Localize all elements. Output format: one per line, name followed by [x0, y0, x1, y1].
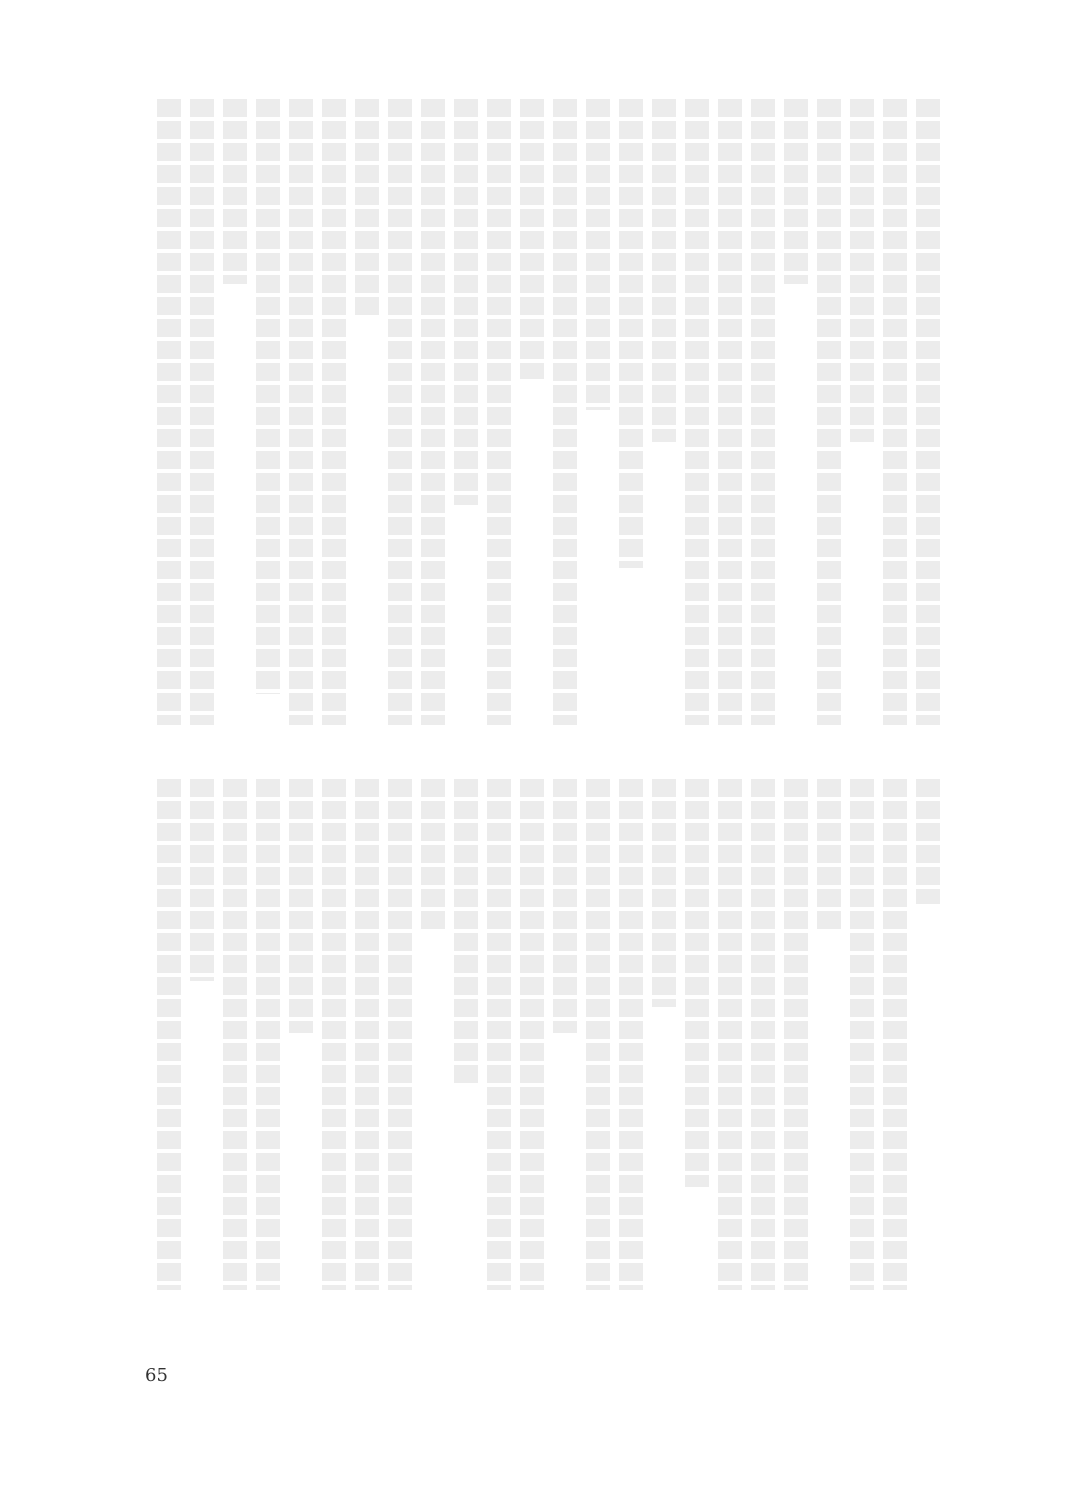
page-number: 65 [145, 1365, 168, 1386]
text-column-placeholder [487, 775, 511, 1290]
text-column-placeholder [421, 95, 445, 725]
text-column-placeholder [355, 775, 379, 1290]
text-column-placeholder [751, 775, 775, 1290]
text-column-placeholder [223, 95, 247, 284]
text-column-placeholder [388, 775, 412, 1290]
text-column-placeholder [718, 775, 742, 1290]
text-column-placeholder [322, 775, 346, 1290]
text-column-placeholder [685, 775, 709, 1187]
text-column-placeholder [553, 775, 577, 1033]
text-column-placeholder [487, 95, 511, 725]
text-column-placeholder [718, 95, 742, 725]
text-column-placeholder [586, 775, 610, 1290]
text-column-placeholder [157, 95, 181, 725]
text-column-placeholder [223, 775, 247, 1290]
text-column-placeholder [421, 775, 445, 930]
text-column-placeholder [619, 95, 643, 568]
text-column-placeholder [784, 775, 808, 1290]
text-column-placeholder [817, 95, 841, 725]
text-column-placeholder [520, 95, 544, 379]
text-column-placeholder [355, 95, 379, 316]
text-column-placeholder [916, 775, 940, 904]
text-column-placeholder [916, 95, 940, 725]
text-column-placeholder [850, 775, 874, 1290]
text-column-placeholder [619, 775, 643, 1290]
text-column-placeholder [388, 95, 412, 725]
text-column-placeholder [586, 95, 610, 410]
text-column-placeholder [751, 95, 775, 725]
text-column-placeholder [190, 775, 214, 981]
bottom-text-block-redacted [140, 775, 940, 1295]
text-column-placeholder [289, 775, 313, 1033]
text-column-placeholder [157, 775, 181, 1290]
text-column-placeholder [652, 95, 676, 442]
text-column-placeholder [289, 95, 313, 725]
text-column-placeholder [784, 95, 808, 284]
text-column-placeholder [817, 775, 841, 930]
text-column-placeholder [454, 775, 478, 1084]
text-column-placeholder [454, 95, 478, 505]
top-text-block-redacted [140, 95, 940, 735]
text-column-placeholder [256, 95, 280, 694]
text-column-placeholder [520, 775, 544, 1290]
text-column-placeholder [190, 95, 214, 725]
text-column-placeholder [256, 775, 280, 1290]
text-column-placeholder [685, 95, 709, 725]
text-column-placeholder [850, 95, 874, 442]
text-column-placeholder [883, 775, 907, 1290]
text-column-placeholder [652, 775, 676, 1007]
text-column-placeholder [322, 95, 346, 725]
text-column-placeholder [553, 95, 577, 725]
text-column-placeholder [883, 95, 907, 725]
